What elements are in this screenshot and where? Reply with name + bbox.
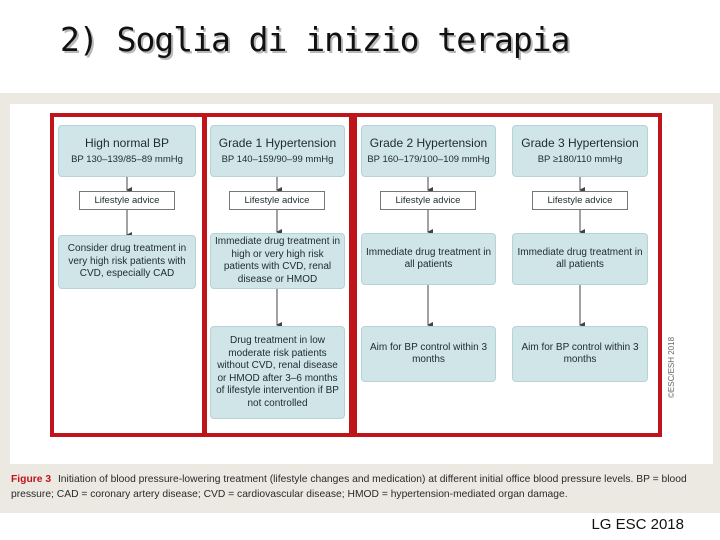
treatment-step-box: Immediate drug treatment in all patients (361, 233, 496, 285)
treatment-step-box: Drug treatment in low moderate risk patients without CVD, renal disease or HMOD after 3–6 months of lifestyle intervention if BP not controlled (210, 326, 345, 419)
category-title: Grade 2 Hypertension (369, 136, 488, 150)
category-range: BP 140–159/90–99 mmHg (221, 154, 334, 165)
treatment-step-box: Immediate drug treatment in all patients (512, 233, 648, 285)
lifestyle-advice-box: Lifestyle advice (79, 191, 175, 210)
bp-category-header (210, 125, 345, 177)
category-range: BP 130–139/85–89 mmHg (71, 154, 183, 165)
treatment-step-box: Aim for BP control within 3 months (512, 326, 648, 382)
source-label: LG ESC 2018 (591, 516, 684, 533)
slide-title: 2) Soglia di inizio terapia (60, 20, 570, 59)
caption-text: Initiation of blood pressure-lowering treatment (lifestyle changes and medication) at different initial office blood pressure levels. BP = blood pressure; CAD = coronary artery disease; CVD = cardiovascular disease; HMOD = hypertension-mediated organ damage. (11, 474, 687, 500)
bp-category-header (361, 125, 496, 177)
category-title: Grade 3 Hypertension (521, 136, 639, 150)
category-title: Grade 1 Hypertension (218, 136, 337, 150)
figure-label: Figure 3 (11, 474, 52, 485)
bp-category-header (512, 125, 648, 177)
category-title: High normal BP (84, 136, 170, 150)
lifestyle-advice-box: Lifestyle advice (229, 191, 325, 210)
lifestyle-advice-box: Lifestyle advice (380, 191, 476, 210)
treatment-step-box: Consider drug treatment in very high risk patients with CVD, especially CAD (58, 235, 196, 289)
category-range: BP ≥180/110 mmHg (537, 154, 623, 165)
treatment-step-box: Aim for BP control within 3 months (361, 326, 496, 382)
lifestyle-advice-box: Lifestyle advice (532, 191, 628, 210)
bp-category-header (58, 125, 196, 177)
copyright-note: ©ESC/ESH 2018 (667, 336, 676, 398)
category-range: BP 160–179/100–109 mmHg (367, 154, 490, 165)
figure-caption (11, 472, 716, 502)
treatment-step-box: Immediate drug treatment in high or very high risk patients with CVD, renal disease or HMOD (210, 233, 345, 289)
